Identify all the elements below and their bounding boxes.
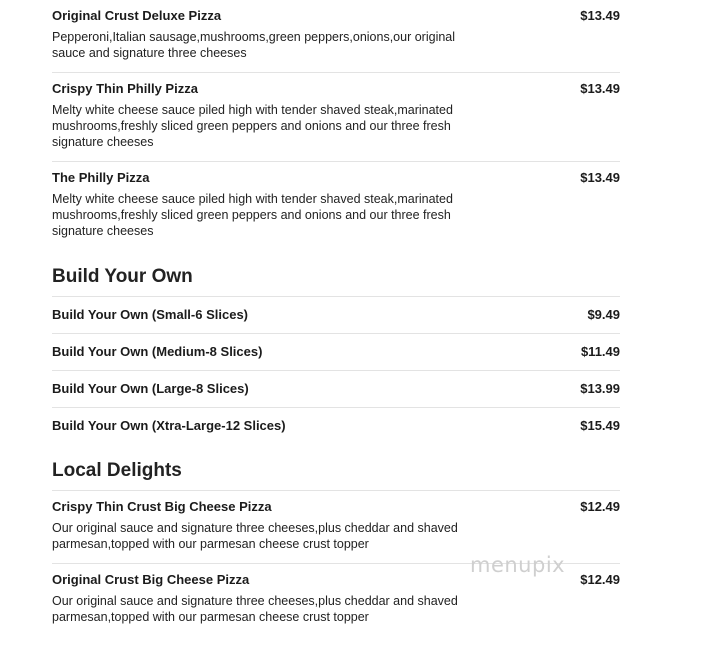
item-name: Build Your Own (Xtra-Large-12 Slices) [52,418,286,433]
menu-item [52,297,620,334]
watermark-logo: menupix [470,553,566,577]
menu-item [52,334,620,371]
item-name: Build Your Own (Medium-8 Slices) [52,344,263,359]
item-description: Our original sauce and signature three cheeses,plus cheddar and shaved parmesan,topped with our parmesan cheese crust topper [52,594,458,624]
item-name: The Philly Pizza [52,170,150,185]
menu-item [52,408,620,444]
menu-item [52,0,620,73]
item-price: $9.49 [587,307,620,322]
item-price: $13.49 [580,81,620,96]
item-price: $13.49 [580,170,620,185]
item-name: Original Crust Deluxe Pizza [52,8,222,23]
menu-item [52,371,620,408]
menu-item [52,162,620,250]
item-price: $13.49 [580,8,620,23]
section-title-build-your-own: Build Your Own [52,266,620,297]
menu [52,0,620,636]
item-price: $12.49 [580,572,620,587]
item-description: Melty white cheese sauce piled high with tender shaved steak,marinated mushrooms,freshly sliced green peppers and onions and our three fresh signature cheeses [52,192,453,238]
item-price: $13.99 [580,381,620,396]
item-name: Crispy Thin Crust Big Cheese Pizza [52,499,272,514]
item-name: Crispy Thin Philly Pizza [52,81,198,96]
item-name: Build Your Own (Large-8 Slices) [52,381,249,396]
section-title-local-delights: Local Delights [52,460,620,491]
item-name: Original Crust Big Cheese Pizza [52,572,250,587]
item-price: $11.49 [580,344,620,359]
item-description: Our original sauce and signature three cheeses,plus cheddar and shaved parmesan,topped with our parmesan cheese crust topper [52,521,458,551]
item-price: $15.49 [580,418,620,433]
item-price: $12.49 [580,499,620,514]
item-name: Build Your Own (Small-6 Slices) [52,307,249,322]
menu-item [52,73,620,162]
item-description: Pepperoni,Italian sausage,mushrooms,green peppers,onions,our original sauce and signature three cheeses [52,30,456,60]
item-description: Melty white cheese sauce piled high with tender shaved steak,marinated mushrooms,freshly sliced green peppers and onions and our three fresh signature cheeses [52,103,453,149]
